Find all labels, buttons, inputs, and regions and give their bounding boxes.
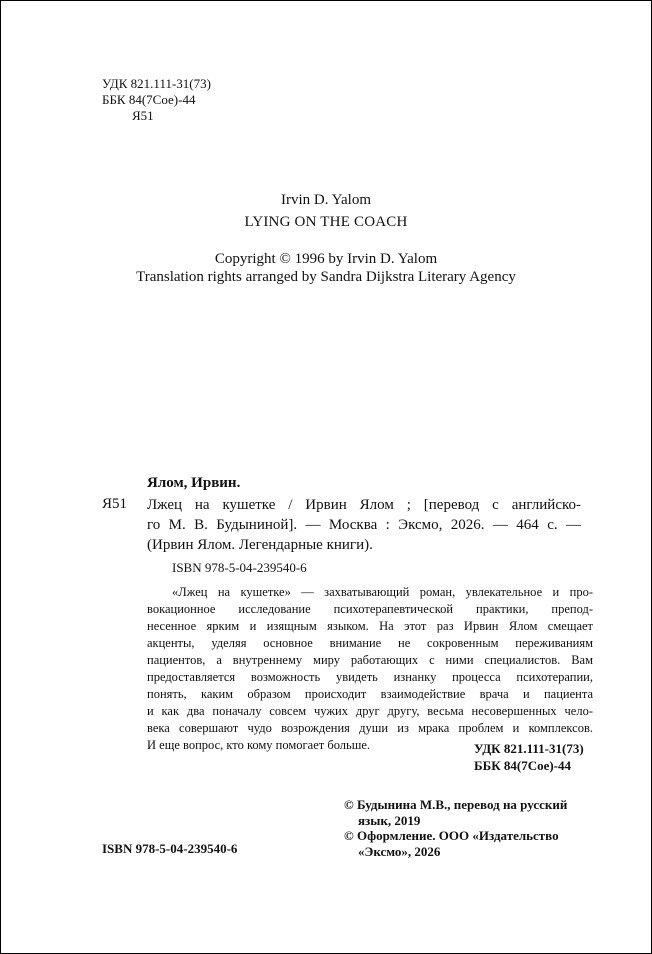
author-sign: Я51 [132,108,154,123]
copyright-line: язык, 2019 [358,812,421,828]
bottom-index-block [474,740,584,774]
footer-isbn: ISBN 978-5-04-239540-6 [102,841,238,856]
udk-code: УДК 821.111-31(73) [102,76,211,91]
abstract-line: акценты, уделяя основное внимание не сокровенным переживаниям [147,636,593,650]
bbk-code: ББК 84(7Сое)-44 [102,92,196,107]
abstract-line: несенное ярким и изящным языком. На этот раз Ирвин Ялом смещает [147,619,593,633]
copyright-line: «Эксмо», 2026 [358,843,441,859]
catalog-description-line: (Ирвин Ялом. Легендарные книги). [147,537,373,553]
abstract-line: пациентов, а внутреннему миру работающих с ними специалистов. Вам [147,653,593,667]
classification-block [102,76,211,124]
abstract-line: понять, каким образом происходит взаимодействие врача и пациента [147,687,593,701]
catalog-author-heading: Ялом, Ирвин. [147,475,241,491]
publisher-copyright-block [344,797,567,859]
abstract-line: предоставляется возможность увидеть изнанку процесса психотерапии, [147,670,593,684]
abstract-line: и как два поначалу совсем чужих друг другу, весьма несовершенных чело- [147,704,593,718]
original-author: Irvin D. Yalom [280,192,371,208]
bottom-udk-code: УДК 821.111-31(73) [474,741,584,756]
bottom-bbk-code: ББК 84(7Сое)-44 [474,758,572,773]
book-abstract [147,584,593,754]
copyright-line: © Оформление. ООО «Издательство [344,828,559,843]
abstract-line: века совершают чудо возрождения души из мрака проблем и комплексов. [147,721,593,735]
original-title: LYING ON THE COACH [244,214,408,230]
catalog-author-sign: Я51 [102,496,128,512]
abstract-line: «Лжец на кушетке» — захватывающий роман, увлекательное и про- [172,585,593,599]
catalog-description [147,495,581,555]
catalog-isbn: ISBN 978-5-04-239540-6 [172,560,307,575]
catalog-description-line: Лжец на кушетке / Ирвин Ялом ; [перевод с английско- [147,497,581,513]
copyright-line: © Будынина М.В., перевод на русский [344,797,568,812]
abstract-line: И еще вопрос, кто кому помогает больше. [147,738,371,752]
translation-rights: Translation rights arranged by Sandra Dijkstra Literary Agency [136,269,516,285]
catalog-description-line: го М. В. Будыниной]. — Москва : Эксмо, 2026. — 464 с. — [147,517,581,533]
abstract-line: вокационное исследование психотерапевтической практики, препод- [147,602,593,616]
original-copyright: Copyright © 1996 by Irvin D. Yalom [214,251,438,267]
